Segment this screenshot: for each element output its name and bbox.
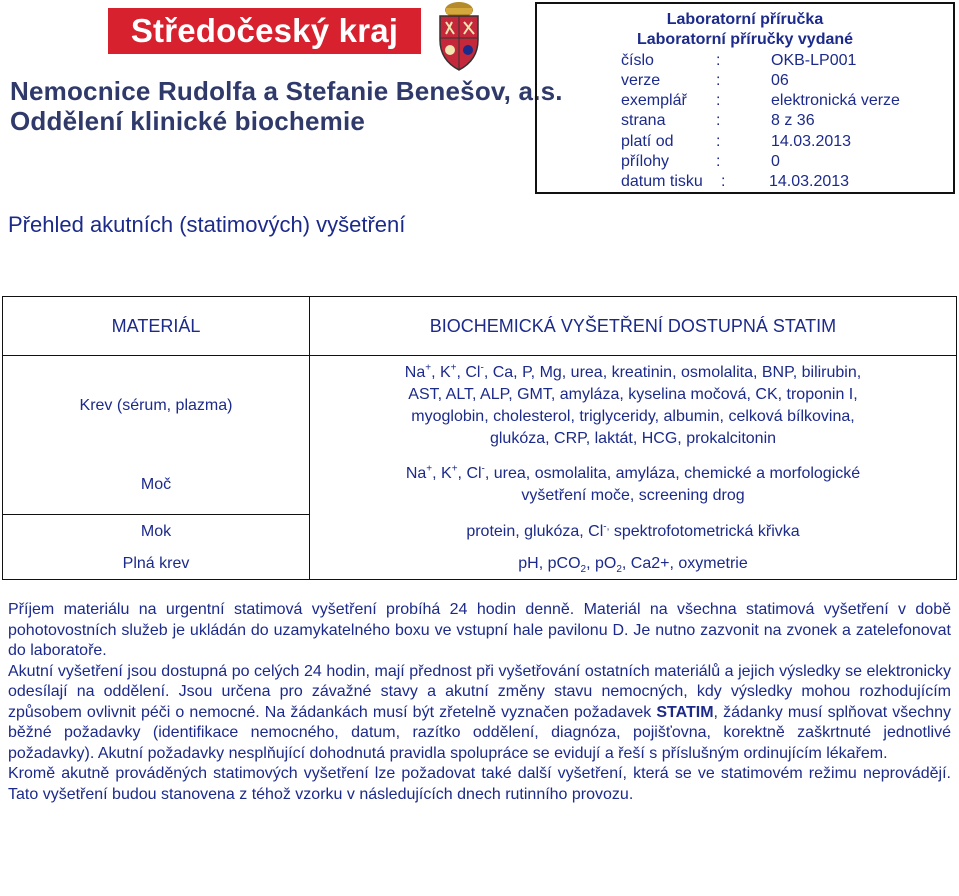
meta-value: 0 xyxy=(771,153,780,171)
tests-csf: protein, glukóza, Cl-, spektrofotometrická křivka xyxy=(310,515,957,550)
meta-label: exemplář xyxy=(621,92,687,110)
header-tests: BIOCHEMICKÁ VYŠETŘENÍ DOSTUPNÁ STATIM xyxy=(310,297,957,356)
tests-blood-line1: Na+, K+, Cl-, Ca, P, Mg, urea, kreatinin, osmolalita, BNP, bilirubin, xyxy=(404,362,862,381)
paragraph-acute-tests: Akutní vyšetření jsou dostupná po celých 24 hodin, mají přednost při vyšetřování ostatních materiálů a jejich výsledky se elektronicky odesílají na oddělení. Jsou určena pro závažné stavy a akutní změny stavu nemocných, kdy výsledky mohou rozhodujícím způsobem ovlivnit péči o nemocné. Na žádankách musí být zřetelně vyznačen požadavek STATIM, žádanky musí splňovat všechny běžné požadavky (identifikace nemocného, datum, razítko oddělení, diagnóza, pojišťovna, korektně zaškrtnuté jednotlivé požadavky). Akutní požadavky nesplňující dohodnutá pravidla spolupráce se evidují a řeší s příslušným ordinujícím lékařem. xyxy=(8,662,951,762)
meta-sep: : xyxy=(716,51,721,69)
paragraph-additional-tests: Kromě akutně prováděných statimových vyšetření lze požadovat také další vyšetření, která se ve statimovém režimu neprovádějí. Tato vyšetření budou stanovena z téhož vzorku v následujících dnech rutinního provozu. xyxy=(8,765,951,803)
region-brand-banner: Středočeský kraj xyxy=(108,8,421,54)
material-whole-blood: Plná krev xyxy=(3,549,310,580)
meta-sep: : xyxy=(716,112,721,130)
hospital-name: Nemocnice Rudolfa a Stefanie Benešov, a.s. xyxy=(10,76,563,106)
meta-value: 06 xyxy=(771,71,789,89)
meta-row-page xyxy=(537,111,953,131)
meta-label: verze xyxy=(621,71,661,89)
tests-urine-line2: vyšetření moče, screening drog xyxy=(521,487,745,505)
meta-value: 14.03.2013 xyxy=(769,173,850,191)
meta-row-print-date xyxy=(537,172,953,192)
department-name: Oddělení klinické biochemie xyxy=(10,106,366,136)
meta-row-attachments xyxy=(537,152,953,172)
tests-blood xyxy=(310,356,957,457)
meta-row-number xyxy=(537,51,953,71)
meta-label: datum tisku xyxy=(621,173,703,191)
meta-sep: : xyxy=(716,153,721,171)
meta-sep: : xyxy=(716,92,721,110)
coat-of-arms-icon xyxy=(424,0,494,72)
statim-tests-table xyxy=(2,296,957,580)
meta-value: 8 z 36 xyxy=(771,112,815,130)
meta-row-valid-from xyxy=(537,132,953,152)
meta-value: OKB-LP001 xyxy=(771,51,857,69)
body-text xyxy=(8,600,951,805)
meta-sep: : xyxy=(716,71,721,89)
meta-label: strana xyxy=(621,112,666,130)
material-blood: Krev (sérum, plazma) xyxy=(3,356,310,457)
meta-value: elektronická verze xyxy=(771,92,900,110)
statim-emphasis: STATIM xyxy=(656,703,714,721)
table-row xyxy=(3,515,957,550)
header-logo-area xyxy=(0,0,563,170)
document-info-box xyxy=(535,2,955,194)
tests-urine-line1: Na+, K+, Cl-, urea, osmolalita, amyláza, chemické a morfologické xyxy=(405,463,861,483)
meta-label: číslo xyxy=(621,51,654,69)
meta-sep: : xyxy=(716,132,721,150)
tests-urine xyxy=(310,456,957,515)
page-title: Přehled akutních (statimových) vyšetření xyxy=(8,212,406,237)
table-header-row xyxy=(3,297,957,356)
meta-value: 14.03.2013 xyxy=(771,132,852,150)
meta-label: přílohy xyxy=(621,153,670,171)
header-material: MATERIÁL xyxy=(3,297,310,356)
material-csf: Mok xyxy=(3,515,310,550)
tests-blood-line4: glukóza, CRP, laktát, HCG, prokalcitonin xyxy=(489,430,777,447)
meta-label: platí od xyxy=(621,132,674,150)
table-row xyxy=(3,456,957,515)
paragraph-reception: Příjem materiálu na urgentní statimová vyšetření probíhá 24 hodin denně. Materiál na všechna statimová vyšetření v době pohotovostních služeb je ukládán do uzamykatelného boxu ve vstupní hale pavilonu D. Je nutno zazvonit na zvonek a zatelefonovat do laboratoře. xyxy=(8,601,951,659)
meta-row-version xyxy=(537,71,953,91)
tests-blood-line2: AST, ALT, ALP, GMT, amyláza, kyselina močová, CK, troponin I, xyxy=(408,386,858,403)
tests-whole-blood: pH, pCO$_2$, $pO_2$, Ca2+, oxymetrie xyxy=(310,549,957,580)
table-row xyxy=(3,549,957,580)
meta-sep: : xyxy=(721,173,726,191)
tests-blood-line3: myoglobin, cholesterol, triglyceridy, albumin, celková bílkovina, xyxy=(411,408,855,425)
doc-title: Laboratorní příručka xyxy=(666,11,824,28)
doc-subtitle: Laboratorní příručky vydané xyxy=(636,31,854,49)
material-urine: Moč xyxy=(3,456,310,515)
table-row xyxy=(3,356,957,457)
meta-row-copy xyxy=(537,91,953,111)
